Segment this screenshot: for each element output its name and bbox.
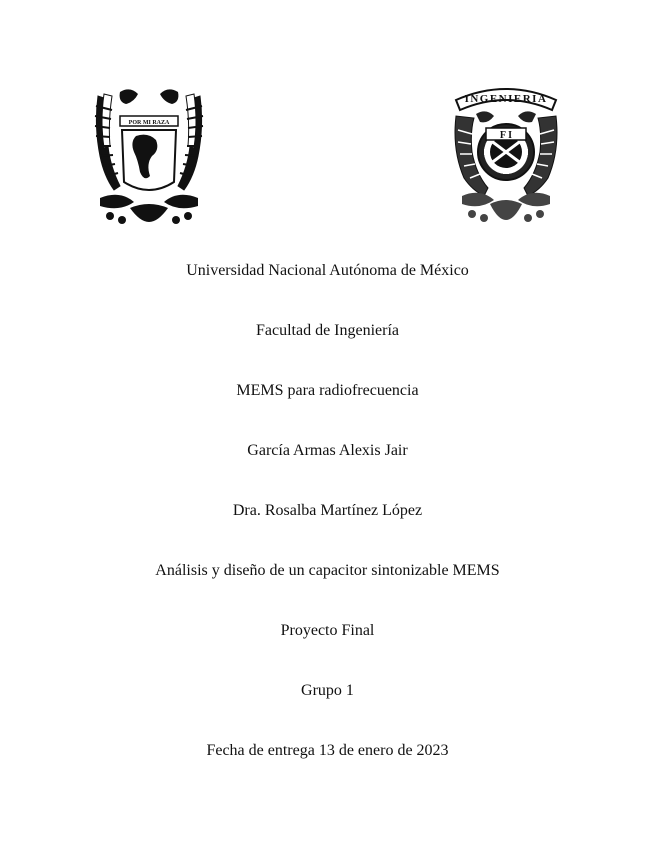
unam-logo	[90, 86, 208, 226]
course-name: MEMS para radiofrecuencia	[236, 382, 419, 399]
project-type: Proyecto Final	[280, 622, 375, 639]
university-name: Universidad Nacional Autónoma de México	[186, 262, 469, 279]
fi-seal-graphic	[450, 80, 562, 224]
student-name: García Armas Alexis Jair	[247, 442, 408, 459]
svg-text:POR MI RAZA: POR MI RAZA	[128, 120, 170, 126]
document-title: Análisis y diseño de un capacitor sintonizable MEMS	[155, 562, 500, 579]
faculty-name: Facultad de Ingeniería	[255, 322, 400, 339]
group-number: Grupo 1	[301, 682, 354, 699]
due-date: Fecha de entrega 13 de enero de 2023	[206, 742, 449, 759]
svg-text:F I: F I	[499, 130, 513, 141]
unam-seal-graphic	[90, 86, 208, 226]
svg-text:INGENIERIA: INGENIERIA	[464, 93, 548, 105]
professor-name: Dra. Rosalba Martínez López	[232, 502, 423, 519]
fi-logo	[450, 80, 562, 224]
